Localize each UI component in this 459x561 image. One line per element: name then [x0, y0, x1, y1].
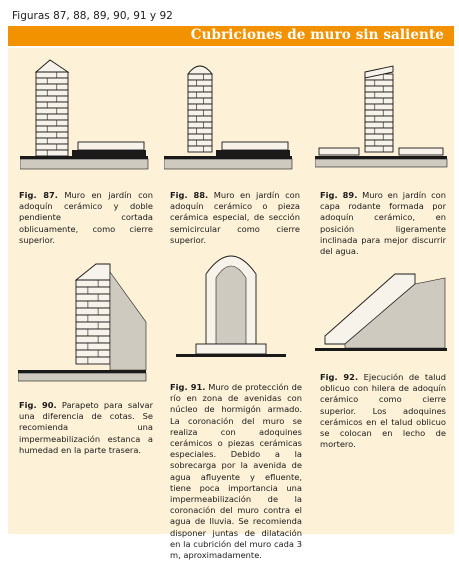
fig-92-caption: [320, 372, 446, 450]
fig-89-drawing: [315, 56, 450, 176]
figures-reference: Figuras 87, 88, 89, 90, 91 y 92: [12, 10, 173, 22]
fig-88-text: Muro en jardín con adoquín cerámico o pieza cerámica especial, de sección semicircular como cierre superior.: [170, 190, 300, 245]
fig-90-drawing: [18, 262, 148, 387]
section-title: Cubriciones de muro sin saliente: [190, 27, 444, 43]
fig-89-text: Muro en jardín con capa rodante formada por adoquín cerámico, en posición ligeramente inclinada para mejor discurrir del agua.: [320, 190, 446, 257]
fig-92-drawing: [315, 258, 450, 358]
fig-91-drawing: [176, 244, 286, 369]
fig-92-text: Ejecución de talud oblicuo con hilera de adoquín cerámico como cierre superior. Los adoquines cerámicos en el talud oblicuo se colocan en lecho de mortero.: [320, 372, 446, 450]
section-title-bar: [8, 26, 454, 46]
fig-87-caption: [19, 190, 153, 246]
fig-90-caption: [19, 400, 153, 456]
fig-90-text: Parapeto para salvar una diferencia de cotas. Se recomienda una impermeabilización estanca a humedad en la parte trasera.: [19, 400, 153, 455]
fig-92-number: Fig. 92.: [320, 372, 359, 382]
fig-91-text: Muro de protección de río en zona de avenidas con núcleo de hormigón armado. La coronación del muro se realiza con adoquines cerámicos o piezas cerámicas especiales. Debido a la sobrecarga por la avenida de agua afluyente y efluente, tiene poca importancia una impermeabilización de la coronación del muro contra el agua de lluvia. Se recomienda disponer juntas de dilatación en la cubrición del muro cada 3 m, aproximadamente.: [170, 382, 302, 561]
fig-87-number: Fig. 87.: [19, 190, 58, 200]
fig-90-number: Fig. 90.: [19, 400, 57, 410]
fig-87-text: Muro en jardín con adoquín cerámico y doble pendiente cortada oblicuamente, como cierre superior.: [19, 190, 153, 245]
fig-89-caption: [320, 190, 446, 257]
fig-88-drawing: [164, 56, 294, 176]
fig-91-caption: [170, 382, 302, 561]
fig-88-number: Fig. 88.: [170, 190, 209, 200]
fig-87-brick-column: [36, 72, 68, 156]
fig-89-number: Fig. 89.: [320, 190, 358, 200]
fig-87-drawing: [20, 56, 150, 176]
fig-91-number: Fig. 91.: [170, 382, 206, 392]
fig-88-caption: [170, 190, 300, 246]
